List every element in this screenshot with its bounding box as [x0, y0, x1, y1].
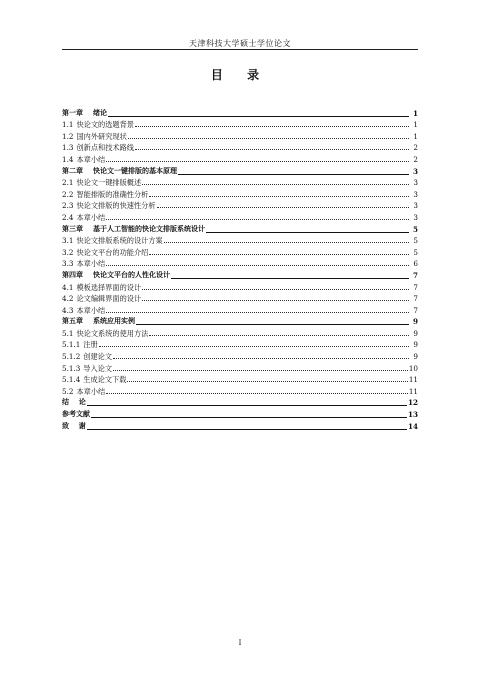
toc-entry-page: 7: [413, 282, 418, 292]
dot-leader: [178, 174, 409, 175]
toc-entry-title: 本章小结: [76, 154, 106, 164]
toc-entry-label: [62, 409, 90, 420]
toc-chapter-entry[interactable]: [62, 316, 418, 328]
toc-entry-label: [62, 189, 148, 200]
toc-entry-label: [62, 351, 112, 362]
dot-leader: [164, 242, 409, 243]
dot-leader: [91, 417, 407, 418]
toc-entry-label: [62, 386, 105, 397]
toc-section-entry[interactable]: [62, 293, 418, 305]
toc-entry-title: 致 谢: [62, 421, 86, 430]
toc-title: 目 录: [210, 68, 270, 82]
toc-entry-page: 3: [412, 166, 418, 176]
toc-section-entry[interactable]: [62, 188, 418, 200]
toc-entry-page: 5: [413, 236, 418, 246]
toc-chapter-entry[interactable]: [62, 408, 418, 420]
toc-entry-number: 5.1.2: [62, 352, 81, 362]
toc-entry-title: 生成论文下载: [83, 375, 127, 385]
toc-section-entry[interactable]: [62, 385, 418, 397]
toc-entry-page: 9: [413, 328, 418, 338]
toc-chapter-entry[interactable]: [62, 420, 418, 432]
dot-leader: [128, 138, 409, 139]
toc-entry-label: [62, 305, 105, 316]
toc-section-entry[interactable]: [62, 339, 418, 351]
toc-entry-label: [62, 177, 141, 188]
dot-leader: [87, 405, 407, 406]
dot-leader: [149, 254, 409, 255]
toc-entry-title: 结 论: [62, 398, 86, 407]
toc-entry-title: 创新点和技术路线: [76, 143, 134, 153]
toc-entry-number: 5.1.3: [62, 363, 81, 373]
toc-entry-page: 7: [412, 270, 418, 280]
toc-entry-number: 3.2: [62, 247, 74, 257]
toc-section-entry[interactable]: [62, 235, 418, 247]
toc-entry-number: 5.1.1: [62, 340, 81, 350]
toc-entry-title: 论文编辑界面的设计: [76, 294, 142, 304]
toc-entry-number: 2.2: [62, 189, 74, 199]
toc-entry-page: 6: [413, 259, 418, 269]
toc-chapter-entry[interactable]: [62, 223, 418, 235]
toc-entry-title: 快论文平台的功能介绍: [76, 247, 149, 257]
toc-entry-label: [62, 328, 148, 339]
toc-entry-number: 第五章: [62, 317, 83, 326]
toc-section-entry[interactable]: [62, 119, 418, 131]
dot-leader: [108, 116, 409, 117]
toc-section-entry[interactable]: [62, 350, 418, 362]
dot-leader: [142, 300, 409, 301]
toc-entry-title: 基于人工智能的快论文排版系统设计: [93, 224, 205, 233]
toc-entry-label: [62, 339, 98, 350]
toc-entry-title: 创建论文: [83, 352, 113, 362]
toc-entry-label: [62, 282, 141, 293]
toc-entry-number: 2.3: [62, 201, 74, 211]
toc-entry-page: 3: [413, 201, 418, 211]
toc-entry-page: 7: [413, 294, 418, 304]
toc-entry-page: 5: [412, 224, 418, 234]
dot-leader: [113, 358, 409, 359]
toc-section-entry[interactable]: [62, 130, 418, 142]
toc-entry-title: 系统应用实例: [93, 317, 135, 326]
toc-entry-page: 12: [407, 398, 418, 408]
toc-entry-title: 快论文排版系统的设计方案: [76, 236, 163, 246]
toc-entry-page: 10: [408, 363, 418, 373]
toc-entry-page: 11: [408, 386, 418, 396]
toc-entry-number: 3.1: [62, 236, 74, 246]
toc-entry-label: [62, 142, 134, 153]
toc-entry-number: 5.1: [62, 328, 74, 338]
toc-entry-label: [62, 212, 105, 223]
toc-entry-page: 2: [413, 154, 418, 164]
dot-leader: [142, 289, 409, 290]
toc-section-entry[interactable]: [62, 200, 418, 212]
toc-entry-title: 快论文平台的人性化设计: [93, 270, 170, 279]
dot-leader: [149, 335, 409, 336]
toc-entry-number: 5.2: [62, 386, 74, 396]
toc-section-entry[interactable]: [62, 304, 418, 316]
toc-entry-page: 2: [413, 143, 418, 153]
toc-section-entry[interactable]: [62, 362, 418, 374]
toc-section-entry[interactable]: [62, 327, 418, 339]
toc-entry-title: 本章小结: [76, 212, 106, 222]
dot-leader: [106, 161, 409, 162]
toc-entry-label: [62, 119, 134, 130]
dot-leader: [135, 126, 409, 127]
toc-entry-page: 1: [413, 131, 418, 141]
toc-entry-title: 本章小结: [76, 386, 106, 396]
toc-entry-page: 3: [413, 178, 418, 188]
toc-entry-number: 第二章: [62, 166, 83, 175]
dot-leader: [142, 184, 409, 185]
page-number: I: [238, 639, 242, 647]
toc-entry-number: 2.1: [62, 178, 74, 188]
toc-chapter-entry[interactable]: [62, 397, 418, 409]
toc-entry-title: 注册: [83, 340, 98, 350]
toc-entry-label: [62, 363, 112, 374]
toc-entry-number: 第三章: [62, 224, 83, 233]
toc-entry-label: [62, 131, 127, 142]
toc-entry-title: 参考文献: [62, 410, 90, 419]
toc-entry-title: 本章小结: [76, 305, 106, 315]
toc-entry-number: 3.3: [62, 259, 74, 269]
dot-leader: [136, 324, 409, 325]
toc-section-entry[interactable]: [62, 211, 418, 223]
toc-entry-page: 3: [413, 189, 418, 199]
toc-entry-number: 4.1: [62, 282, 74, 292]
toc-entry-page: 14: [407, 421, 418, 431]
toc-entry-number: 4.3: [62, 305, 74, 315]
toc-entry-label: [62, 293, 141, 304]
toc-chapter-entry[interactable]: [62, 269, 418, 281]
toc-entry-page: 9: [413, 340, 418, 350]
dot-leader: [106, 219, 409, 220]
dot-leader: [135, 149, 409, 150]
dot-leader: [106, 312, 409, 313]
toc-entry-number: 5.1.4: [62, 375, 81, 385]
toc-entry-label: [62, 397, 86, 408]
toc-entry-number: 2.4: [62, 212, 74, 222]
toc-entry-label: [62, 270, 170, 281]
toc-entry-title: 快论文排版的快速性分析: [76, 201, 156, 211]
dot-leader: [171, 278, 409, 279]
toc-entry-number: 1.3: [62, 143, 74, 153]
toc-entry-label: [62, 316, 135, 327]
dot-leader: [149, 196, 409, 197]
toc-section-entry[interactable]: [62, 281, 418, 293]
toc-entry-page: 1: [413, 120, 418, 130]
toc-entry-label: [62, 224, 205, 235]
toc-entry-number: 第四章: [62, 270, 83, 279]
toc-entry-label: [62, 108, 107, 119]
toc-chapter-entry[interactable]: [62, 165, 418, 177]
toc-entry-page: 9: [413, 352, 418, 362]
toc-chapter-entry[interactable]: [62, 107, 418, 119]
toc-entry-page: 1: [412, 108, 418, 118]
toc-entry-page: 13: [407, 410, 418, 420]
toc-section-entry[interactable]: [62, 142, 418, 154]
toc-entry-title: 智能排版的准确性分析: [76, 189, 149, 199]
toc-entry-label: [62, 247, 148, 258]
toc-entry-label: [62, 166, 177, 177]
dot-leader: [127, 381, 407, 382]
toc-entry-title: 快论文一键排版概述: [76, 178, 142, 188]
toc-entry-title: 模板选择界面的设计: [76, 282, 142, 292]
header-rule: [62, 49, 418, 50]
toc-section-entry[interactable]: [62, 374, 418, 386]
toc-entry-page: 7: [413, 305, 418, 315]
dot-leader: [206, 232, 409, 233]
toc-entry-number: 1.4: [62, 154, 74, 164]
dot-leader: [106, 265, 409, 266]
toc-section-entry[interactable]: [62, 246, 418, 258]
toc-entry-title: 快论文一键排版的基本原理: [93, 166, 177, 175]
toc-entry-number: 4.2: [62, 294, 74, 304]
toc-entry-title: 快论文系统的使用方法: [76, 328, 149, 338]
toc-entry-page: 5: [413, 247, 418, 257]
table-of-contents: [62, 107, 418, 432]
toc-entry-title: 本章小结: [76, 259, 106, 269]
toc-entry-title: 国内外研究现状: [76, 131, 127, 141]
toc-entry-label: [62, 374, 126, 385]
toc-entry-page: 11: [408, 375, 418, 385]
dot-leader: [106, 393, 408, 394]
toc-section-entry[interactable]: [62, 177, 418, 189]
toc-entry-label: [62, 258, 105, 269]
toc-section-entry[interactable]: [62, 153, 418, 165]
toc-entry-label: [62, 421, 86, 432]
toc-entry-label: [62, 235, 163, 246]
running-header: 天津科技大学硕士学位论文: [189, 39, 291, 48]
dot-leader: [87, 429, 407, 430]
toc-entry-label: [62, 154, 105, 165]
dot-leader: [113, 370, 408, 371]
dot-leader: [157, 207, 409, 208]
toc-entry-title: 绪论: [93, 108, 107, 117]
toc-entry-label: [62, 200, 156, 211]
dot-leader: [99, 346, 409, 347]
toc-section-entry[interactable]: [62, 258, 418, 270]
toc-entry-page: 3: [413, 212, 418, 222]
toc-entry-number: 1.2: [62, 131, 74, 141]
toc-entry-title: 快论文的选题背景: [76, 120, 134, 130]
toc-entry-number: 第一章: [62, 108, 83, 117]
toc-entry-page: 9: [412, 317, 418, 327]
toc-entry-title: 导入论文: [83, 363, 113, 373]
toc-entry-number: 1.1: [62, 120, 74, 130]
